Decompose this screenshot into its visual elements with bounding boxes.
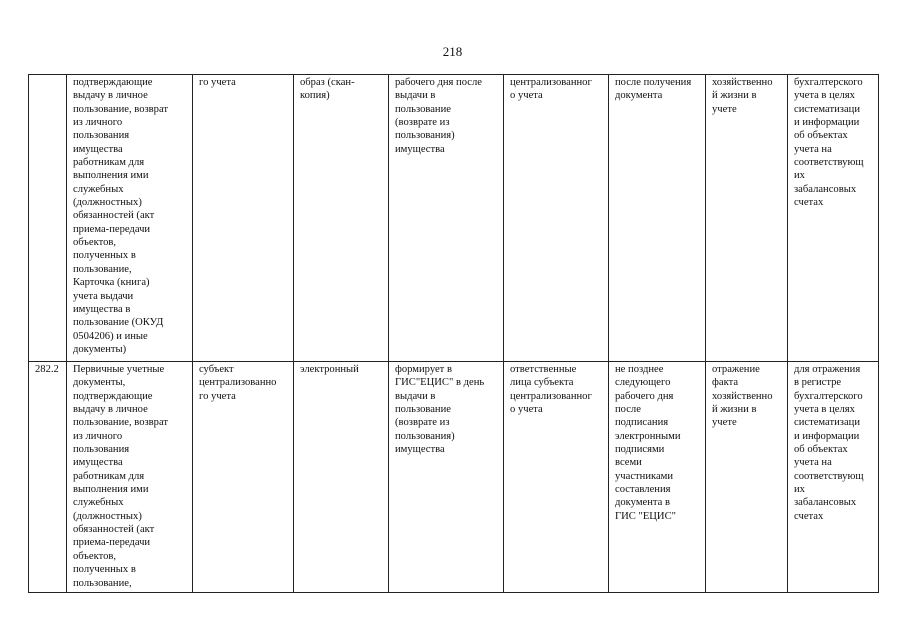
page-number: 218	[442, 44, 463, 59]
cell-transfer-term: после получения документа	[609, 75, 706, 362]
cell-creator: го учета	[193, 75, 294, 362]
cell-deadline: формирует в ГИС"ЕЦИС" в день выдачи в пользование (возврате из пользования) имущества	[389, 362, 504, 593]
cell-responsible: ответственные лица субъекта централизованног о учета	[504, 362, 609, 593]
cell-purpose: бухгалтерского учета в целях систематизаци и информации об объектах учета на соответствующ их забалансовых счетах	[788, 75, 879, 362]
cell-row-number: 282.2	[29, 362, 67, 593]
cell-document-name: Первичные учетные документы, подтверждающие выдачу в личное пользование, возврат из личного пользования имущества работникам для выполнения ими служебных (должностных) обязанностей (акт приема-передачи объектов, полученных в пользование,	[67, 362, 193, 593]
cell-format: образ (скан- копия)	[294, 75, 389, 362]
cell-format: электронный	[294, 362, 389, 593]
cell-deadline: рабочего дня после выдачи в пользование (возврате из пользования) имущества	[389, 75, 504, 362]
cell-creator: субъект централизованно го учета	[193, 362, 294, 593]
table-row	[29, 362, 879, 593]
cell-reflection: отражение факта хозяйственно й жизни в учете	[706, 362, 788, 593]
table-row	[29, 75, 879, 362]
document-table	[28, 74, 879, 593]
cell-reflection: хозяйственно й жизни в учете	[706, 75, 788, 362]
cell-transfer-term: не позднее следующего рабочего дня после подписания электронными подписями всеми участниками составления документа в ГИС "ЕЦИС"	[609, 362, 706, 593]
cell-purpose: для отражения в регистре бухгалтерского учета в целях систематизаци и информации об объектах учета на соответствующ их забалансовых счетах	[788, 362, 879, 593]
cell-responsible: централизованног о учета	[504, 75, 609, 362]
cell-row-number	[29, 75, 67, 362]
cell-document-name: подтверждающие выдачу в личное пользование, возврат из личного пользования имущества работникам для выполнения ими служебных (должностных) обязанностей (акт приема-передачи объектов, полученных в пользование, Карточка (книга) учета выдачи имущества в пользование (ОКУД 0504206) и иные документы)	[67, 75, 193, 362]
